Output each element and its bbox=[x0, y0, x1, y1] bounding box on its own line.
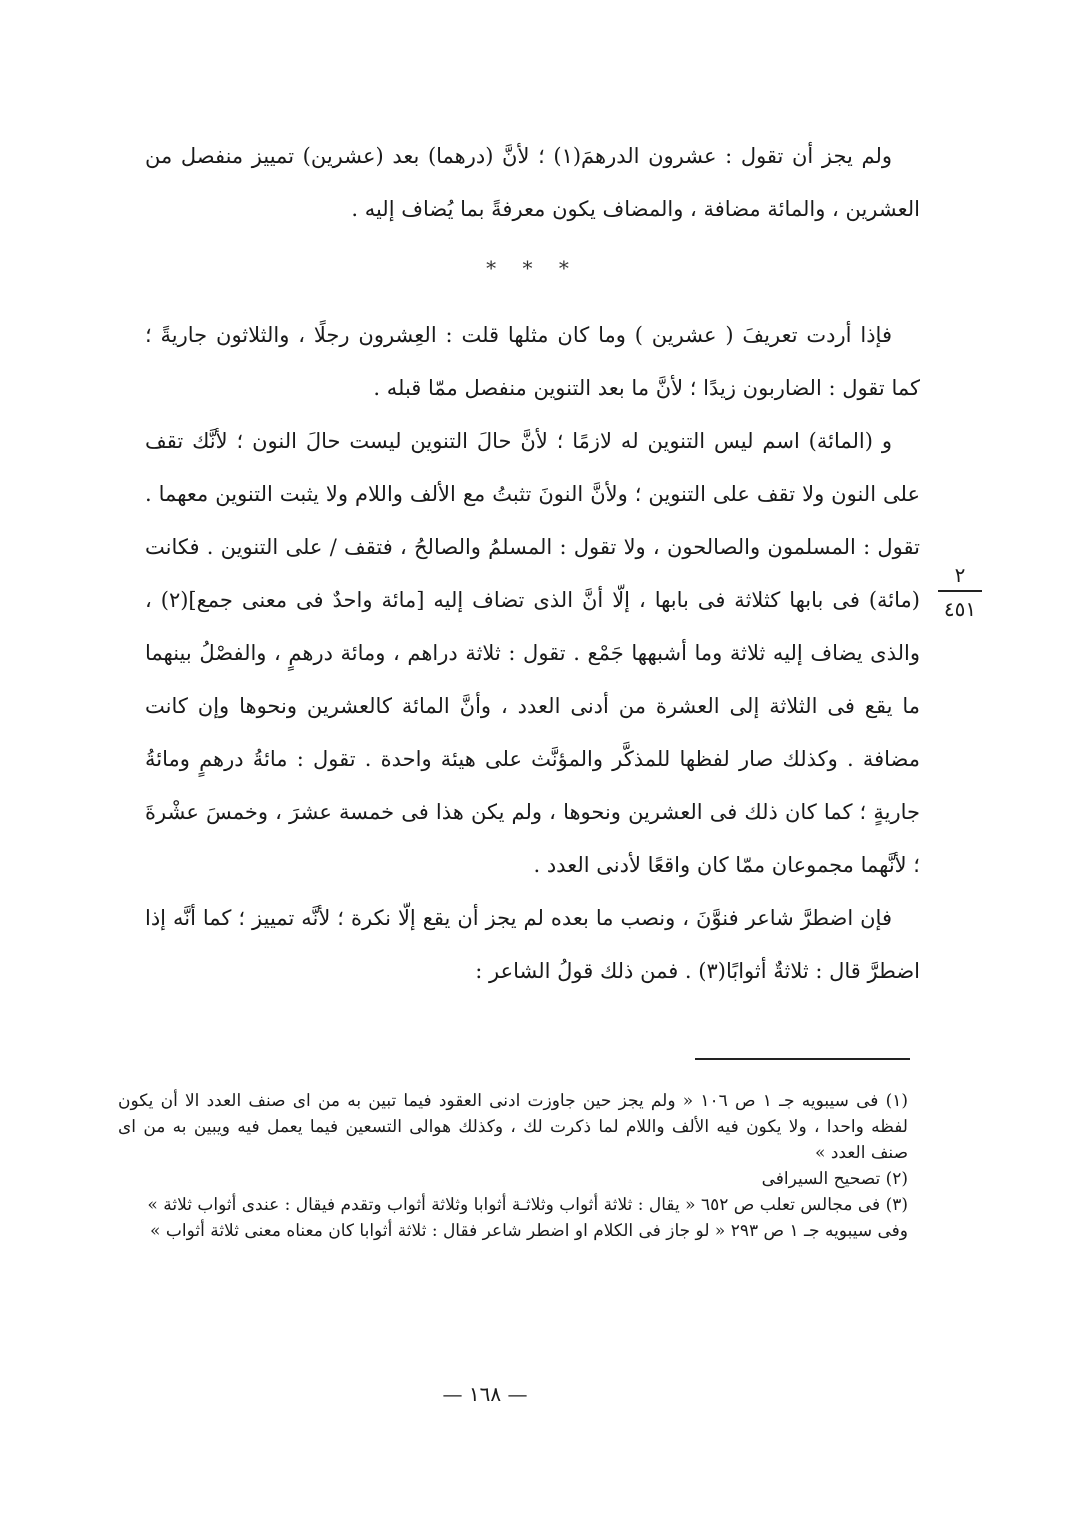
main-text-block bbox=[145, 130, 920, 998]
footnote-3-continued: وفى سيبويه جـ ١ ص ٢٩٣ « لو جاز فى الكلام او اضطر شاعر فقال : ثلاثة أثوابا كان معناه معنى ثلاثة أثواب » bbox=[150, 1221, 908, 1241]
folio-volume-number: ٢ bbox=[938, 562, 982, 592]
page-number: — ١٦٨ — bbox=[442, 1382, 528, 1406]
footnotes-block bbox=[118, 1088, 908, 1244]
paragraph-4: فإن اضطرَّ شاعر فنوَّنَ ، ونصب ما بعده لم يجز أن يقع إلّا نكرة ؛ لأنَّه تمييز ؛ كما أنَّه إذا اضطرَّ قال : ثلاثةٌ أثوابًا(٣) . فمن ذلك قولُ الشاعر : bbox=[145, 906, 920, 983]
footnote-divider bbox=[695, 1058, 910, 1060]
footnote-3: (٣) فى مجالس تعلب ص ٦٥٢ « يقال : ثلاثة أثواب وثلاثـة أثوابا وثلاثة أثواب وتقدم فيقال : عندى أثواب ثلاثة » bbox=[147, 1195, 908, 1215]
paragraph-3: و (المائة) اسم ليس التنوين له لازمًا ؛ لأنَّ حالَ التنوين ليست حالَ النون ؛ لأنَّك تقف على النون ولا تقف على التنوين ؛ ولأنَّ النونَ تثبتُ مع الألف واللام ولا يثبت التنوين معهما . تقول : المسلمون والصالحون ، ولا تقول : المسلمُ والصالحُ ، فتقف / على التنوين . فكانت (مائة) فى بابها كثلاثة فى بابها ، إلّا أنَّ الذى تضاف إليه [مائة واحدٌ فى معنى جمع](٢) ، والذى يضاف إليه ثلاثة وما أشبهها جَمْع . تقول : ثلاثة دراهم ، ومائة درهمٍ ، والفصْلُ بينهما ما يقع فى الثلاثة إلى العشرة من أدنى العدد ، وأنَّ المائة كالعشرين ونحوها وإن كانت مضافة . وكذلك صار لفظها للمذكَّر والمؤنَّث على هيئة واحدة . تقول : مائةُ درهمٍ ومائةُ جاريةٍ ؛ كما كان ذلك فى العشرين ونحوها ، ولم يكن هذا فى خمسة عشرَ ، وخمسَ عشْرةَ ؛ لأنَّهما مجموعان ممّا كان واقعًا لأدنى العدد . bbox=[145, 429, 920, 877]
manuscript-folio-reference bbox=[930, 562, 990, 622]
paragraph-1: ولم يجز أن تقول : عشرون الدرهمَ(١) ؛ لأنَّ (درهما) بعد (عشرين) تمييز منفصل من العشرين ، والمائة مضافة ، والمضاف يكون معرفةً بما يُضاف إليه . bbox=[145, 144, 920, 221]
footnote-1: (١) فى سيبويه جـ ١ ص ١٠٦ « ولم يجز حين جاوزت ادنى العقود فيما تبين به من اى صنف العدد الا أن يكون لفظه واحدا ، ولا يكون فيه الألف واللام لما ذكرت لك ، وكذلك هوالى التسعين فيما يعمل فيه ويبين به من اى صنف العدد » bbox=[118, 1091, 908, 1163]
section-ornament: * * * bbox=[486, 256, 579, 280]
paragraph-2: فإذا أردت تعريفَ ( عشرين ) وما كان مثلها قلت : العِشرون رجلًا ، والثلاثون جاريةً ؛ كما تقول : الضاربون زيدًا ؛ لأنَّ ما بعد التنوين منفصل ممّا قبله . bbox=[145, 323, 920, 400]
folio-page-number: ٤٥١ bbox=[943, 597, 977, 621]
footnote-2: (٢) تصحيح السيرافى bbox=[761, 1169, 908, 1189]
